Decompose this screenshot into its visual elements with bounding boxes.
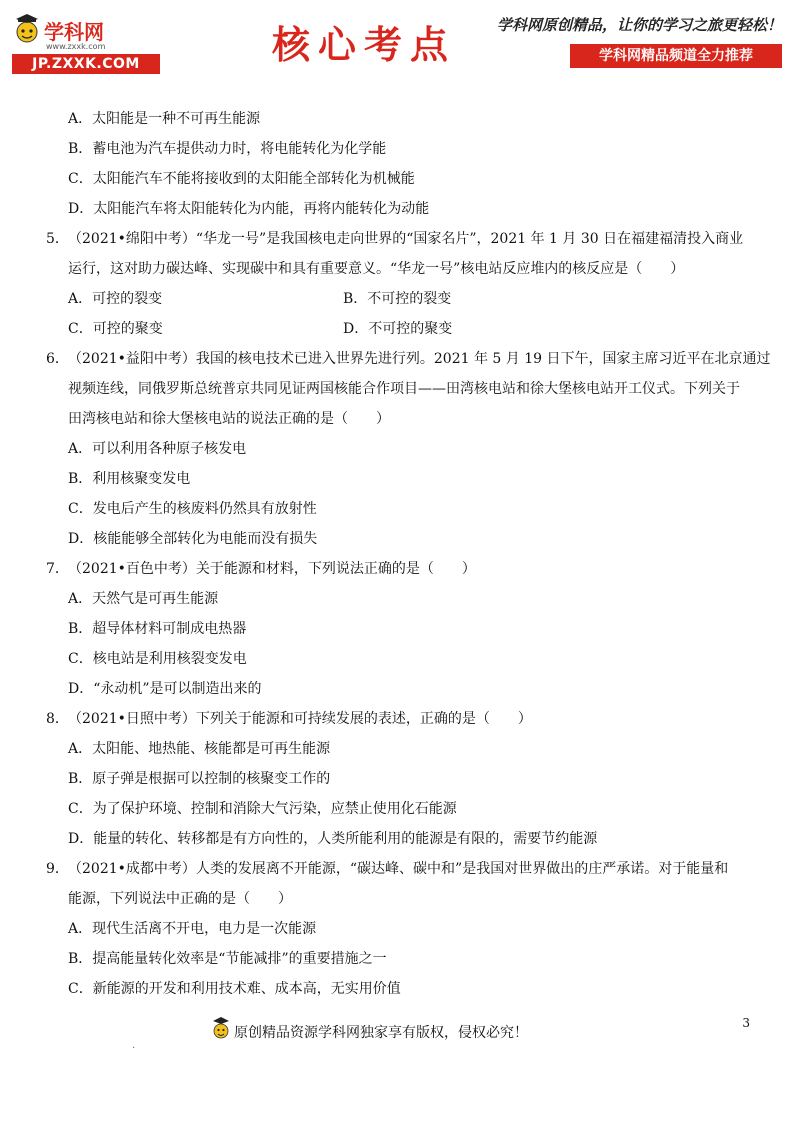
option-c: C．为了保护环境、控制和消除大气污染，应禁止使用化石能源	[68, 801, 457, 817]
page-number: 3	[742, 1016, 750, 1030]
option-a: A．可以利用各种原子核发电	[68, 441, 247, 457]
logo-url: www.zxxk.com	[46, 42, 106, 51]
option-b: B．不可控的裂变	[343, 291, 452, 307]
copyright-notice: 原创精品资源学科网独家享有版权，侵权必究！	[234, 1025, 528, 1041]
option-c: C．新能源的开发和利用技术难、成本高，无实用价值	[68, 981, 401, 997]
mascot-icon	[14, 14, 40, 44]
page-footer	[0, 1010, 800, 1050]
page-header	[0, 0, 800, 80]
question-stem-line: （2021•日照中考）下列关于能源和可持续发展的表述，正确的是（ ）	[68, 711, 532, 727]
question-stem-line: （2021•益阳中考）我国的核电技术已进入世界先进行列。2021 年 5 月 19 日下午，国家主席习近平在北京通过	[68, 351, 771, 367]
question-7	[46, 554, 758, 704]
question-stem-line: （2021•绵阳中考）“华龙一号”是我国核电走向世界的“国家名片”，2021 年 1 月 30 日在福建福清投入商业	[68, 231, 744, 247]
option-a: A．太阳能是一种不可再生能源	[68, 111, 261, 127]
option-a: A．太阳能、地热能、核能都是可再生能源	[68, 741, 331, 757]
option-b: B．提高能量转化效率是“节能减排”的重要措施之一	[68, 951, 387, 967]
option-d: D．不可控的聚变	[343, 321, 453, 337]
option-d: D．核能能够全部转化为电能而没有损失	[68, 531, 318, 547]
question-9	[46, 854, 758, 1004]
option-c: C．太阳能汽车不能将接收到的太阳能全部转化为机械能	[68, 171, 415, 187]
header-slogan-banner: 学科网精品频道全力推荐	[570, 44, 782, 68]
option-a: A．可控的裂变	[68, 291, 163, 307]
option-c: C．发电后产生的核废料仍然具有放射性	[68, 501, 317, 517]
option-c: C．核电站是利用核裂变发电	[68, 651, 247, 667]
option-d: D．能量的转化、转移都是有方向性的，人类所能利用的能源是有限的，需要节约能源	[68, 831, 598, 847]
option-d: D．太阳能汽车将太阳能转化为内能，再将内能转化为动能	[68, 201, 430, 217]
option-d: D．“永动机”是可以制造出来的	[68, 681, 262, 697]
option-a: A．天然气是可再生能源	[68, 591, 219, 607]
question-stem-line: （2021•百色中考）关于能源和材料，下列说法正确的是（ ）	[68, 561, 476, 577]
logo-name: 学科网	[44, 20, 104, 44]
question-number: 5．	[46, 231, 69, 247]
header-slogan: 学科网原创精品，让你的学习之旅更轻松！	[496, 16, 782, 34]
page-title: 核心考点	[272, 22, 457, 67]
option-b: B．蓄电池为汽车提供动力时，将电能转化为化学能	[68, 141, 387, 157]
question-5	[46, 224, 758, 344]
zxxk-logo[interactable]	[12, 12, 162, 74]
question-number: 6．	[46, 351, 69, 367]
logo-banner: JP.ZXXK.COM	[12, 54, 160, 74]
question-number: 9．	[46, 861, 69, 877]
question-stem-line: （2021•成都中考）人类的发展离不开能源，“碳达峰、碳中和”是我国对世界做出的庄严承诺。对于能量和	[68, 861, 729, 877]
question-stem-line: 视频连线，同俄罗斯总统普京共同见证两国核能合作项目——田湾核电站和徐大堡核电站开工仪式。下列关于	[68, 381, 740, 397]
question-stem-line: 运行，这对助力碳达峰、实现碳中和具有重要意义。“华龙一号”核电站反应堆内的核反应是（ ）	[68, 261, 685, 277]
question-6	[46, 344, 771, 554]
question-stem-line: 田湾核电站和徐大堡核电站的说法正确的是（ ）	[68, 411, 390, 427]
option-row	[68, 284, 758, 314]
mascot-icon	[212, 1016, 230, 1040]
question-stem-line: 能源，下列说法中正确的是（ ）	[68, 891, 292, 907]
question-number: 8．	[46, 711, 69, 727]
question-number: 7．	[46, 561, 69, 577]
option-b: B．利用核聚变发电	[68, 471, 191, 487]
option-b: B．超导体材料可制成电热器	[68, 621, 247, 637]
question-8	[46, 704, 758, 854]
option-b: B．原子弹是根据可以控制的核聚变工作的	[68, 771, 331, 787]
footer-dot: .	[132, 1040, 136, 1051]
question-content	[46, 104, 771, 1004]
option-c: C．可控的聚变	[68, 321, 163, 337]
option-a: A．现代生活离不开电，电力是一次能源	[68, 921, 317, 937]
option-row	[68, 314, 758, 344]
